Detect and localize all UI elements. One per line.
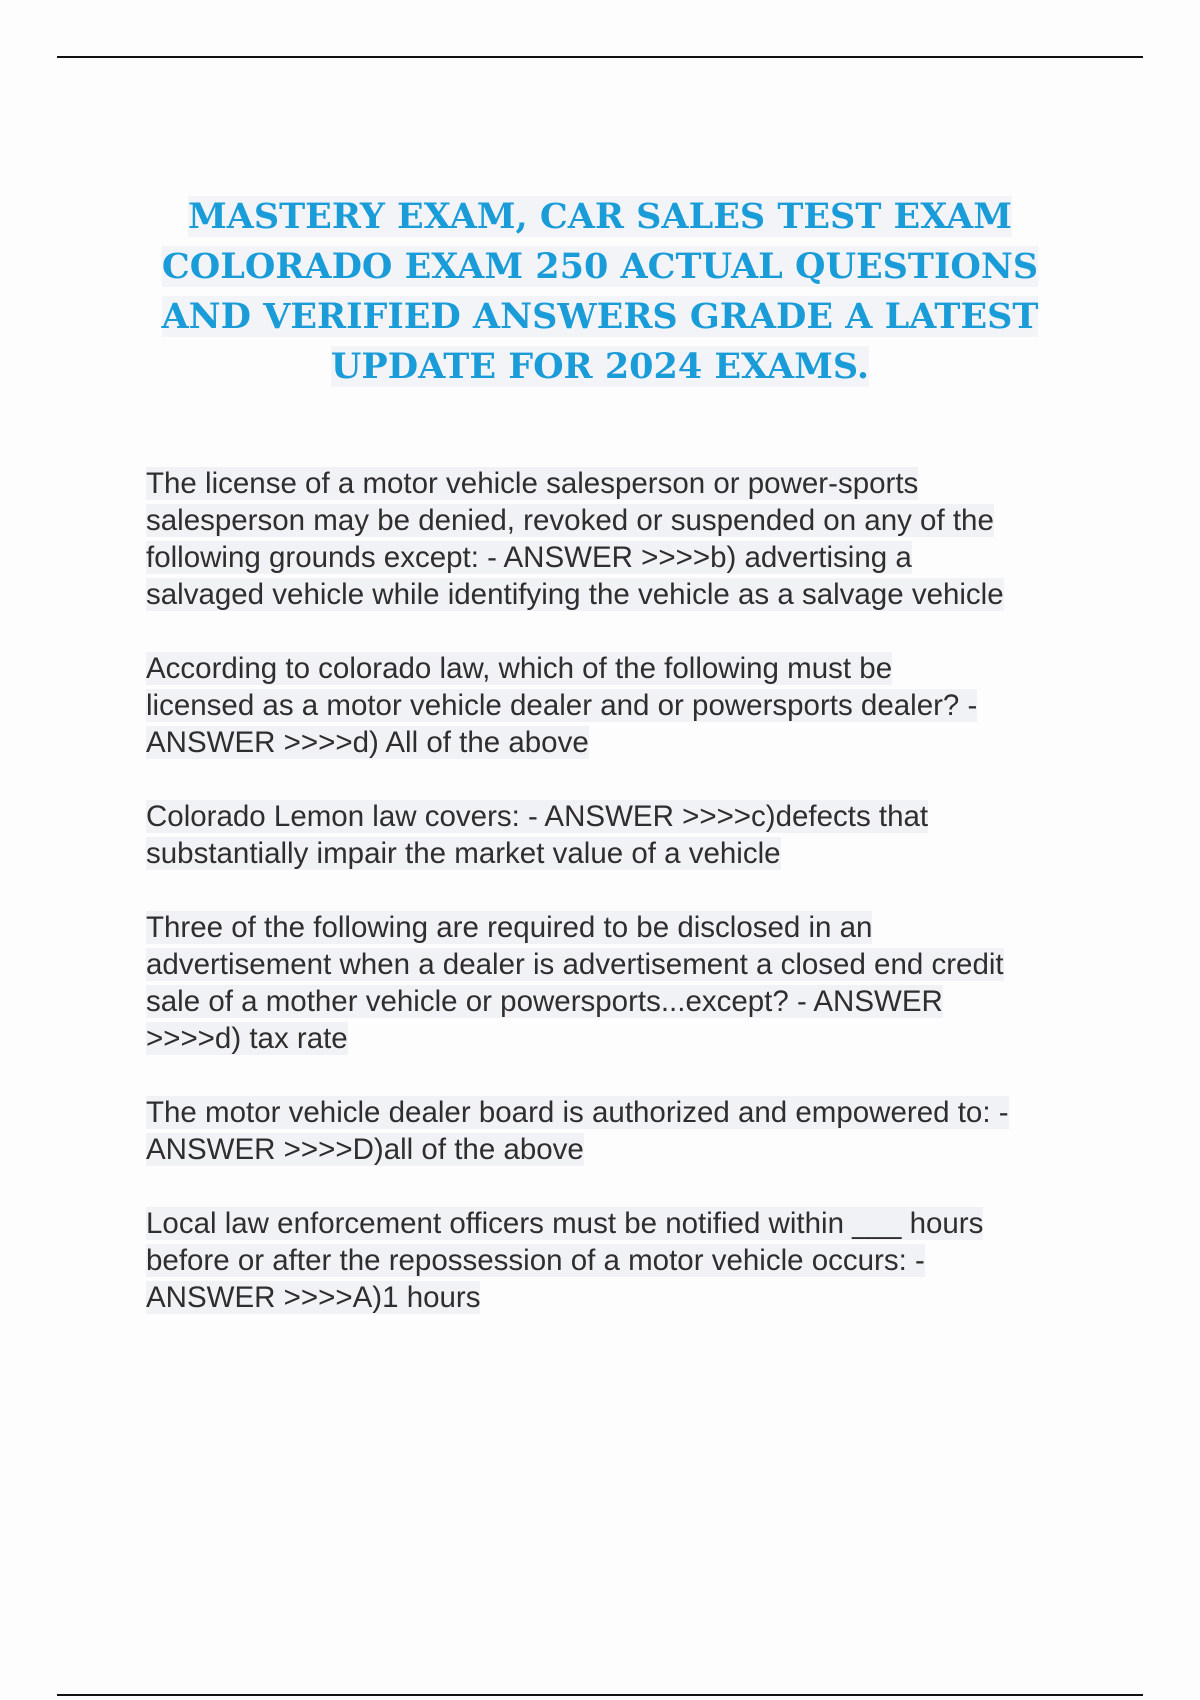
qa-line: advertisement when a dealer is advertisement a closed end credit	[146, 948, 1004, 981]
qa-item	[146, 465, 1106, 613]
qa-line: licensed as a motor vehicle dealer and or powersports dealer? -	[146, 689, 978, 722]
qa-line: >>>>d) tax rate	[146, 1022, 348, 1055]
qa-item	[146, 1205, 1106, 1316]
qa-item	[146, 909, 1106, 1057]
qa-line: before or after the repossession of a motor vehicle occurs: -	[146, 1244, 925, 1277]
title-line: MASTERY EXAM, CAR SALES TEST EXAM	[187, 196, 1013, 237]
document-title	[150, 192, 1050, 392]
qa-item	[146, 798, 1106, 872]
qa-line: The motor vehicle dealer board is authorized and empowered to: -	[146, 1096, 1009, 1129]
qa-line: Three of the following are required to be disclosed in an	[146, 911, 873, 944]
qa-item	[146, 650, 1106, 761]
qa-line: following grounds except: - ANSWER >>>>b) advertising a	[146, 541, 912, 574]
bottom-rule	[57, 1694, 1143, 1696]
qa-line: ANSWER >>>>D)all of the above	[146, 1133, 584, 1166]
title-line: COLORADO EXAM 250 ACTUAL QUESTIONS	[161, 246, 1039, 287]
qa-line: Local law enforcement officers must be notified within ___ hours	[146, 1207, 984, 1240]
qa-line: sale of a mother vehicle or powersports...except? - ANSWER	[146, 985, 943, 1018]
qa-line: ANSWER >>>>d) All of the above	[146, 726, 589, 759]
qa-line: According to colorado law, which of the following must be	[146, 652, 893, 685]
qa-line: ANSWER >>>>A)1 hours	[146, 1281, 481, 1314]
qa-list	[146, 465, 1106, 1353]
qa-line: salesperson may be denied, revoked or suspended on any of the	[146, 504, 994, 537]
title-line: AND VERIFIED ANSWERS GRADE A LATEST	[161, 296, 1039, 337]
qa-line: salvaged vehicle while identifying the vehicle as a salvage vehicle	[146, 578, 1004, 611]
top-rule	[57, 56, 1143, 58]
qa-line: substantially impair the market value of a vehicle	[146, 837, 781, 870]
qa-line: Colorado Lemon law covers: - ANSWER >>>>c)defects that	[146, 800, 929, 833]
qa-item	[146, 1094, 1106, 1168]
qa-line: The license of a motor vehicle salesperson or power-sports	[146, 467, 919, 500]
title-line: UPDATE FOR 2024 EXAMS.	[330, 346, 870, 387]
